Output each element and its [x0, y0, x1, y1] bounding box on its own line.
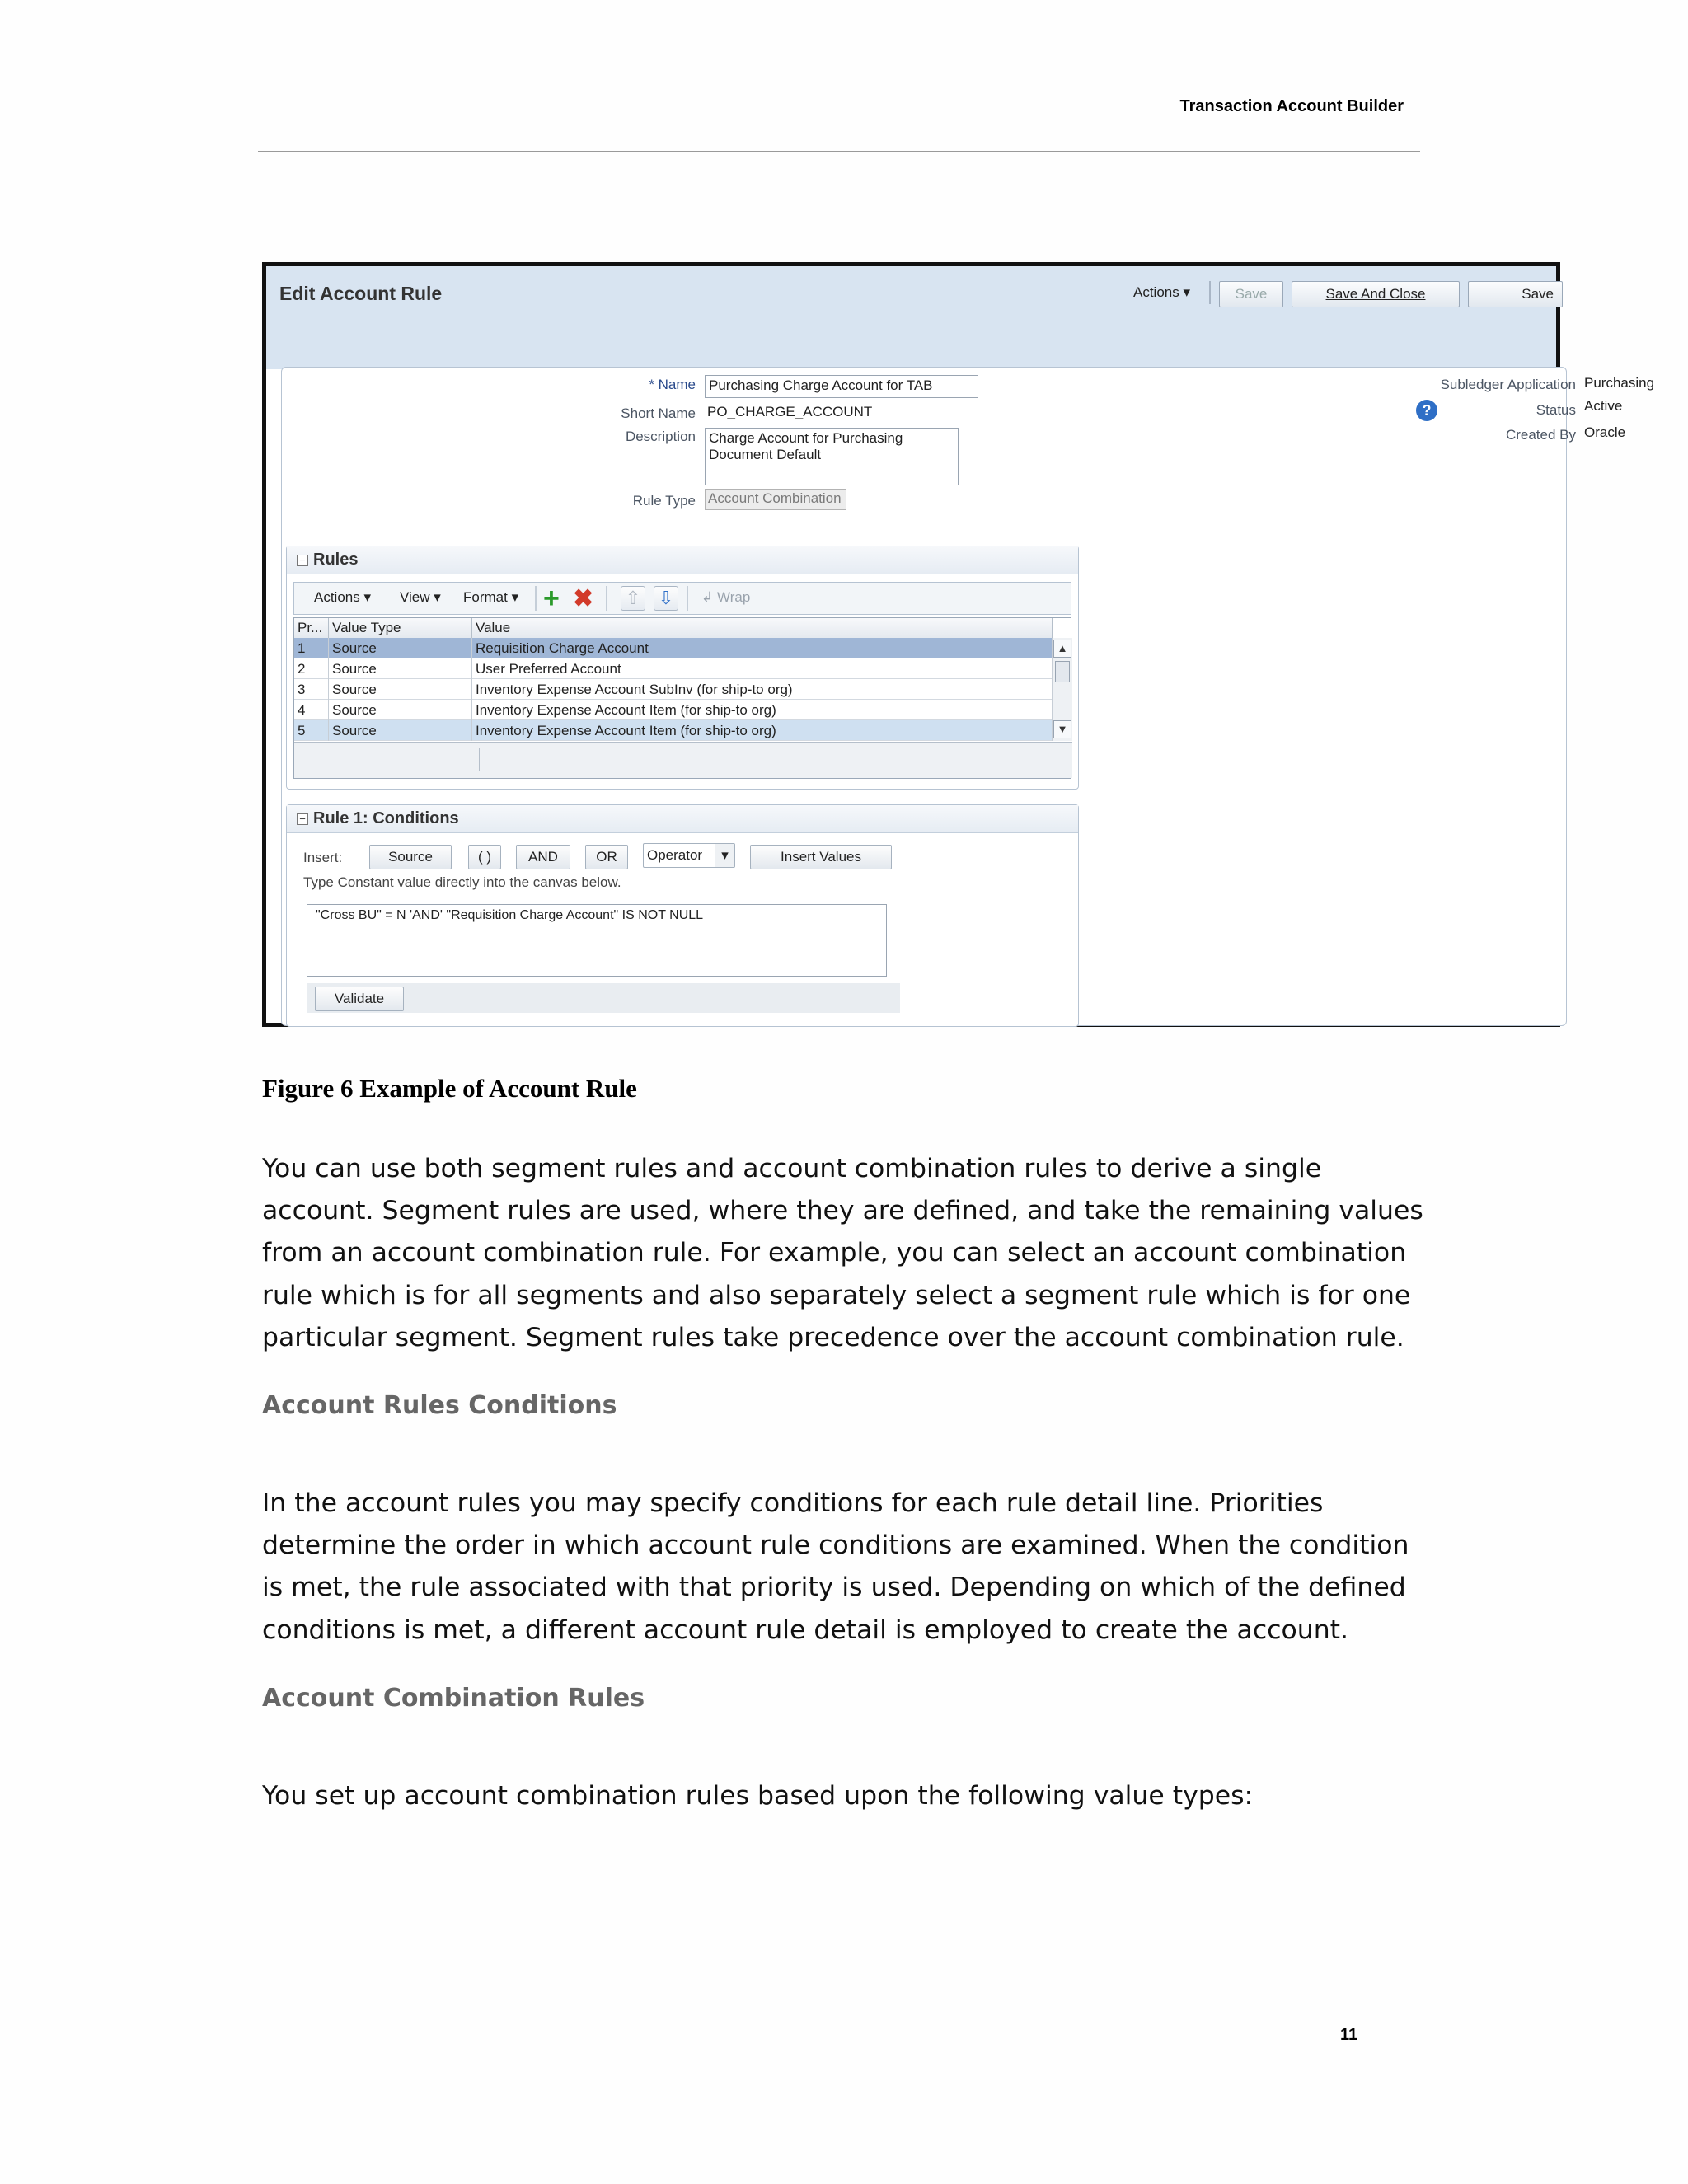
- conditions-panel: [286, 804, 1079, 1027]
- section-heading: Account Rules Conditions: [262, 1391, 617, 1420]
- table-scrollbar[interactable]: [1053, 638, 1072, 741]
- rules-view-menu[interactable]: View ▾: [400, 589, 441, 605]
- save-right-button[interactable]: Save: [1468, 281, 1563, 307]
- description-label: Description: [625, 429, 696, 444]
- caret-down-icon: ▾: [1183, 284, 1191, 300]
- table-row[interactable]: 5 Source Inventory Expense Account Item (for ship-to org): [294, 720, 1053, 741]
- toolbar-separator: [1209, 281, 1211, 304]
- conditions-panel-title: Rule 1: Conditions: [313, 809, 459, 827]
- form-area: [281, 367, 1655, 1026]
- validate-button[interactable]: Validate: [315, 987, 404, 1011]
- rules-toolbar: [293, 582, 1071, 615]
- column-header-value[interactable]: Value: [472, 618, 1053, 638]
- rules-panel-title: Rules: [313, 551, 359, 569]
- subledger-value: Purchasing: [1584, 375, 1655, 391]
- move-down-icon[interactable]: ⇩: [654, 586, 678, 611]
- wrap-icon: ↲: [701, 589, 714, 605]
- scroll-thumb[interactable]: [1055, 661, 1070, 682]
- canvas-hint: Type Constant value directly into the canvas below.: [303, 874, 621, 890]
- caret-down-icon: ▾: [511, 589, 519, 605]
- footer-divider: [479, 748, 480, 771]
- created-by-label: Created By: [1505, 427, 1576, 443]
- toolbar-separator: [606, 586, 607, 611]
- description-textarea[interactable]: Charge Account for Purchasing Document Default: [705, 428, 959, 485]
- figure-screenshot: [262, 262, 1655, 1027]
- created-by-value: Oracle: [1584, 424, 1626, 440]
- short-name-value: PO_CHARGE_ACCOUNT: [707, 404, 873, 419]
- wrap-button[interactable]: ↲ Wrap: [701, 589, 751, 605]
- toolbar-separator: [535, 586, 537, 611]
- add-row-icon[interactable]: +: [543, 583, 560, 614]
- scroll-down-icon[interactable]: ▼: [1053, 720, 1071, 738]
- page-number: 11: [1340, 2026, 1358, 2044]
- rules-panel: [286, 546, 1079, 790]
- header-divider: [258, 151, 1420, 152]
- body-paragraph: You set up account combination rules based upon the following value types:: [262, 1781, 1254, 1811]
- caret-down-icon: ▾: [715, 844, 734, 867]
- collapse-icon[interactable]: −: [297, 813, 308, 825]
- save-and-close-button[interactable]: Save And Close: [1292, 281, 1460, 307]
- screenshot-header-bar: [266, 266, 1556, 369]
- rule-type-label: Rule Type: [632, 493, 696, 509]
- table-footer: [294, 742, 1072, 778]
- insert-values-button[interactable]: Insert Values: [750, 845, 892, 869]
- table-row[interactable]: 4 Source Inventory Expense Account Item (for ship-to org): [294, 700, 1053, 720]
- body-paragraph: In the account rules you may specify conditions for each rule detail line. Priorities determine the order in which account rule conditions are examined. When the condition is met, the rule associated with that priority is used. Depending on which of the defined conditions is met, a different account rule detail is employed to create the account.: [262, 1488, 1409, 1645]
- scroll-up-icon[interactable]: ▲: [1053, 640, 1071, 658]
- section-heading: Account Combination Rules: [262, 1684, 645, 1713]
- move-up-icon[interactable]: ⇧: [621, 586, 645, 611]
- insert-parentheses-button[interactable]: ( ): [468, 845, 501, 869]
- table-row[interactable]: 2 Source User Preferred Account: [294, 658, 1053, 679]
- operator-select[interactable]: Operator ▾: [643, 843, 735, 868]
- toolbar-separator: [687, 586, 688, 611]
- validate-bar: [307, 983, 900, 1013]
- body-paragraph: You can use both segment rules and account combination rules to derive a single account. Segment rules are used, where they are defined, and take the remaining values from an account combination rule. For example, you can select an account combination rule which is for all segments and also separately select a segment rule which is for one particular segment. Segment rules take precedence over the account combination rule.: [262, 1154, 1423, 1352]
- caret-down-icon: ▾: [363, 589, 372, 605]
- actions-label: Actions: [1133, 284, 1179, 300]
- running-header: Transaction Account Builder: [1179, 97, 1404, 115]
- help-icon[interactable]: ?: [1416, 400, 1437, 421]
- status-label: Status: [1536, 402, 1576, 418]
- insert-source-button[interactable]: Source: [369, 845, 452, 869]
- screenshot-title: Edit Account Rule: [279, 283, 443, 304]
- caret-down-icon: ▾: [434, 589, 441, 605]
- insert-label: Insert:: [303, 850, 343, 865]
- rules-table: [293, 617, 1071, 779]
- name-label: * Name: [649, 377, 696, 392]
- name-input[interactable]: Purchasing Charge Account for TAB: [705, 375, 978, 398]
- short-name-label: Short Name: [621, 405, 696, 421]
- table-row[interactable]: 3 Source Inventory Expense Account SubInv (for ship-to org): [294, 679, 1053, 700]
- rules-actions-menu[interactable]: Actions ▾: [314, 589, 372, 605]
- rules-format-menu[interactable]: Format ▾: [463, 589, 519, 605]
- rule-type-select[interactable]: Account Combination: [705, 489, 846, 510]
- table-row[interactable]: 1 Source Requisition Charge Account: [294, 638, 1053, 658]
- column-header-value-type[interactable]: Value Type: [329, 618, 472, 638]
- insert-and-button[interactable]: AND: [516, 845, 570, 869]
- rules-panel-header: [287, 546, 1078, 574]
- delete-row-icon[interactable]: ✖: [573, 585, 594, 612]
- figure-caption: Figure 6 Example of Account Rule: [262, 1074, 637, 1103]
- table-header-row: [294, 618, 1053, 638]
- condition-canvas[interactable]: "Cross BU" = N 'AND' "Requisition Charge Account" IS NOT NULL: [307, 904, 887, 977]
- collapse-icon[interactable]: −: [297, 555, 308, 566]
- subledger-label: Subledger Application: [1440, 377, 1576, 392]
- status-value: Active: [1584, 398, 1623, 414]
- actions-menu[interactable]: [1133, 284, 1190, 301]
- conditions-panel-header: [287, 805, 1078, 833]
- save-button[interactable]: Save: [1219, 281, 1283, 307]
- insert-or-button[interactable]: OR: [585, 845, 628, 869]
- column-header-priority[interactable]: Pr...: [294, 618, 329, 638]
